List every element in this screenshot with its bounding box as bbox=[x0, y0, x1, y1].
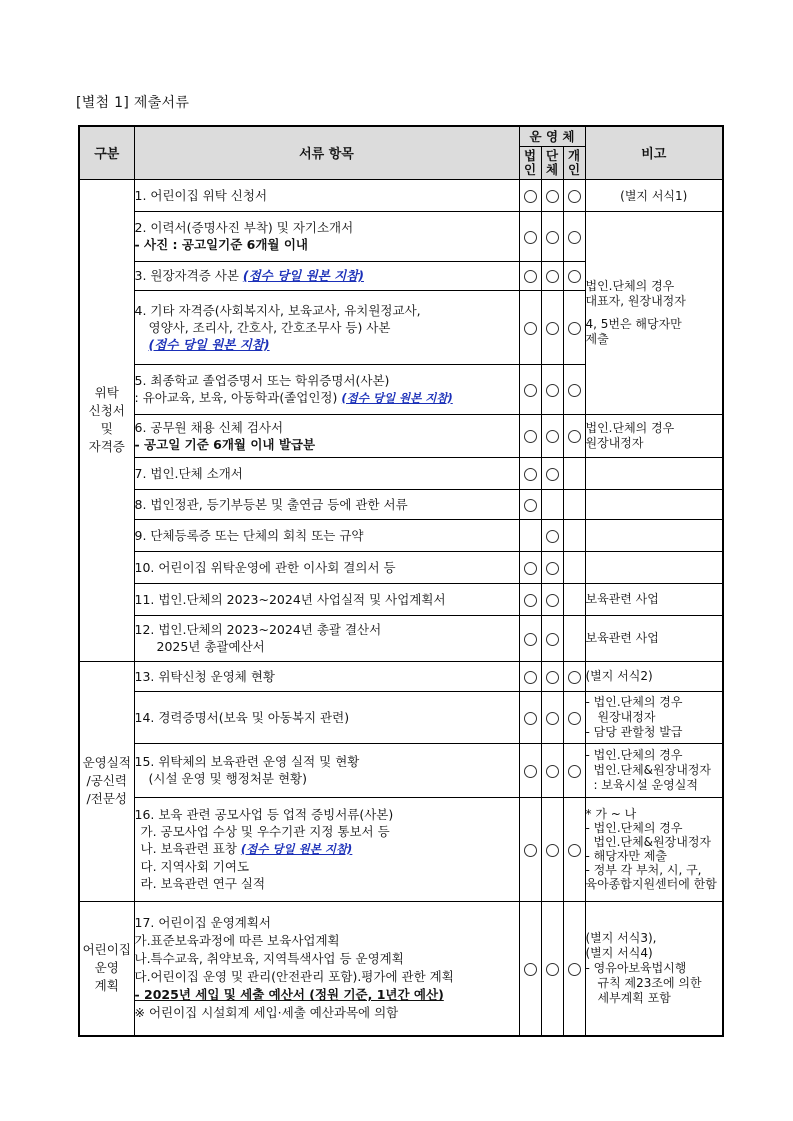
circle-mark bbox=[546, 190, 559, 203]
header-individual: 개 인 bbox=[563, 146, 585, 179]
circle-mark bbox=[524, 712, 537, 725]
note-text: 대표자, 원장내정자 bbox=[585, 293, 686, 308]
item-cell bbox=[134, 364, 519, 414]
note-text: - 담당 관할청 발급 bbox=[585, 724, 683, 739]
note-text: 제출 bbox=[585, 331, 609, 346]
note-cell bbox=[585, 211, 723, 414]
circle-mark bbox=[568, 430, 581, 443]
item-subtext: 영양사, 조리사, 간호사, 간호조무사 등) 사본 bbox=[148, 319, 391, 335]
item-text: 4. 기타 자격증(사회복지사, 보육교사, 유치원정교사, bbox=[134, 302, 421, 318]
table-row bbox=[79, 691, 723, 743]
item-subtext: 다. 지역사회 기여도 bbox=[140, 859, 250, 874]
note-cell bbox=[585, 551, 723, 583]
circle-mark bbox=[546, 231, 559, 244]
item-text: 5. 최종학교 졸업증명서 또는 학위증명서(사본) bbox=[134, 372, 390, 388]
note-text: : 보육시설 운영실적 bbox=[593, 777, 698, 792]
note-cell bbox=[585, 457, 723, 489]
note-text: * 가 ~ 나 bbox=[585, 807, 637, 821]
bring-original-note: (접수 당일 원본 지참) bbox=[242, 268, 364, 283]
table-row bbox=[79, 551, 723, 583]
header-group: 단 체 bbox=[541, 146, 563, 179]
item-text: 14. 경력증명서(보육 및 아동복지 관련) bbox=[134, 709, 350, 725]
table-row bbox=[79, 797, 723, 901]
circle-mark bbox=[546, 594, 559, 607]
table-row bbox=[79, 743, 723, 797]
item-text: 10. 어린이집 위탁운영에 관한 이사회 결의서 등 bbox=[134, 559, 396, 575]
table-row bbox=[79, 901, 723, 1036]
circle-mark bbox=[546, 671, 559, 684]
item-cell bbox=[134, 661, 519, 691]
circle-mark bbox=[546, 963, 559, 976]
header-note: 비고 bbox=[585, 126, 723, 179]
note-cell bbox=[585, 489, 723, 519]
circle-mark bbox=[524, 963, 537, 976]
circle-mark bbox=[568, 963, 581, 976]
note-text: - 법인.단체의 경우 bbox=[585, 747, 683, 762]
circle-mark bbox=[546, 270, 559, 283]
circle-mark bbox=[546, 322, 559, 335]
note-cell: 법인.단체의 경우 원장내정자 bbox=[585, 414, 723, 457]
note-cell bbox=[585, 901, 723, 1036]
item-cell bbox=[134, 179, 519, 211]
circle-mark bbox=[524, 384, 537, 397]
category-cell: 위탁 신청서 및 자격증 bbox=[79, 179, 134, 661]
item-cell bbox=[134, 615, 519, 661]
circle-mark bbox=[546, 384, 559, 397]
item-subtext: - 사진 : 공고일기준 6개월 이내 bbox=[134, 237, 308, 252]
item-text: 6. 공무원 채용 신체 검사서 bbox=[134, 419, 284, 435]
note-cell bbox=[585, 519, 723, 551]
circle-mark bbox=[524, 270, 537, 283]
circle-mark bbox=[524, 633, 537, 646]
item-text: 8. 법인정관, 등기부등본 및 출연금 등에 관한 서류 bbox=[134, 496, 408, 512]
note-text: 규칙 제23조에 의한 bbox=[597, 975, 702, 990]
circle-mark bbox=[546, 562, 559, 575]
item-cell bbox=[134, 743, 519, 797]
note-text: - 법인.단체의 경우 bbox=[585, 694, 683, 709]
item-text: 13. 위탁신청 운영체 현황 bbox=[134, 668, 275, 684]
circle-mark bbox=[524, 765, 537, 778]
item-text: 16. 보육 관련 공모사업 등 업적 증빙서류(사본) bbox=[134, 807, 394, 822]
note-cell bbox=[585, 797, 723, 901]
mark-individual bbox=[563, 179, 585, 211]
note-cell: (별지 서식2) bbox=[585, 661, 723, 691]
table-row bbox=[79, 519, 723, 551]
mark-group bbox=[541, 179, 563, 211]
circle-mark bbox=[524, 430, 537, 443]
circle-mark bbox=[568, 765, 581, 778]
note-text: - 정부 각 부처, 시, 구, bbox=[585, 863, 702, 877]
page-title: [별첨 1] 제출서류 bbox=[76, 95, 190, 111]
note-text: - 법인.단체의 경우 bbox=[585, 821, 683, 835]
item-subtext: 2025년 총괄예산서 bbox=[156, 639, 265, 654]
document-table bbox=[78, 125, 724, 1037]
bring-original-note: (접수 당일 원본 지참) bbox=[341, 390, 453, 405]
item-subtext: : 유아교육, 보육, 아동학과(졸업인정) bbox=[134, 389, 342, 405]
item-subtext: 나.특수교육, 취약보육, 지역특색사업 등 운영계획 bbox=[134, 951, 404, 967]
header-items: 서류 항목 bbox=[134, 126, 519, 179]
circle-mark bbox=[546, 633, 559, 646]
circle-mark bbox=[524, 468, 537, 481]
item-cell bbox=[134, 211, 519, 261]
bring-original-note: (접수 당일 원본 지참) bbox=[148, 336, 270, 352]
table-row bbox=[79, 489, 723, 519]
item-cell bbox=[134, 901, 519, 1036]
note-cell: 보육관련 사업 bbox=[585, 615, 723, 661]
note-cell: (별지 서식1) bbox=[585, 179, 723, 211]
header-operator: 운 영 체 bbox=[519, 126, 585, 146]
item-subtext: ※ 어린이집 시설회계 세입·세출 예산과목에 의함 bbox=[134, 1005, 399, 1021]
item-subtext: 라. 보육관련 연구 실적 bbox=[140, 876, 266, 891]
table-row bbox=[79, 179, 723, 211]
table-row bbox=[79, 414, 723, 457]
category-cell: 운영실적 /공신력 /전문성 bbox=[79, 661, 134, 901]
item-text: 12. 법인.단체의 2023~2024년 총괄 결산서 bbox=[134, 622, 382, 637]
item-text: 1. 어린이집 위탁 신청서 bbox=[134, 187, 268, 203]
table-row bbox=[79, 211, 723, 261]
circle-mark bbox=[524, 190, 537, 203]
table-row bbox=[79, 457, 723, 489]
header-category: 구분 bbox=[79, 126, 134, 179]
item-subtext: 가.표준보육과정에 따른 보육사업계획 bbox=[134, 933, 340, 949]
item-cell bbox=[134, 519, 519, 551]
note-cell bbox=[585, 743, 723, 797]
note-text: 육아종합지원센터에 한함 bbox=[585, 877, 717, 891]
item-subtext: 나. 보육관련 표창 bbox=[140, 841, 241, 856]
note-text: - 영유아보육법시행 bbox=[585, 960, 687, 975]
circle-mark bbox=[524, 231, 537, 244]
circle-mark bbox=[524, 844, 537, 857]
header-corp: 법 인 bbox=[519, 146, 541, 179]
item-subtext: - 공고일 기준 6개월 이내 발급분 bbox=[134, 436, 316, 452]
circle-mark bbox=[568, 270, 581, 283]
note-cell: 보육관련 사업 bbox=[585, 583, 723, 615]
item-text: 11. 법인.단체의 2023~2024년 사업실적 및 사업계획서 bbox=[134, 591, 446, 607]
item-text: 2. 이력서(증명사진 부착) 및 자기소개서 bbox=[134, 220, 354, 235]
note-text: 4, 5번은 해당자만 bbox=[585, 316, 682, 331]
circle-mark bbox=[546, 430, 559, 443]
note-text: 원장내정자 bbox=[597, 709, 656, 724]
table-row bbox=[79, 615, 723, 661]
circle-mark bbox=[524, 562, 537, 575]
item-cell bbox=[134, 457, 519, 489]
item-text: 9. 단체등록증 또는 단체의 회칙 또는 규약 bbox=[134, 527, 364, 543]
circle-mark bbox=[524, 322, 537, 335]
note-text: 법인.단체의 경우 bbox=[585, 278, 675, 293]
note-text: - 해당자만 제출 bbox=[585, 849, 668, 863]
circle-mark bbox=[568, 671, 581, 684]
item-text: 17. 어린이집 운영계획서 bbox=[134, 915, 272, 931]
item-subtext: 다.어린이집 운영 및 관리(안전관리 포함).평가에 관한 계획 bbox=[134, 969, 454, 985]
bring-original-note: (접수 당일 원본 지참) bbox=[240, 842, 353, 856]
note-text: (별지 서식4) bbox=[585, 945, 653, 960]
circle-mark bbox=[568, 322, 581, 335]
category-cell: 어린이집 운영 계획 bbox=[79, 901, 134, 1036]
circle-mark bbox=[546, 765, 559, 778]
item-cell bbox=[134, 489, 519, 519]
table-row bbox=[79, 583, 723, 615]
circle-mark bbox=[568, 384, 581, 397]
note-text: 세부계획 포함 bbox=[597, 990, 671, 1005]
mark-corp bbox=[519, 179, 541, 211]
item-cell bbox=[134, 797, 519, 901]
item-cell bbox=[134, 290, 519, 364]
circle-mark bbox=[568, 231, 581, 244]
item-cell bbox=[134, 414, 519, 457]
item-cell bbox=[134, 691, 519, 743]
note-cell bbox=[585, 691, 723, 743]
note-text: 법인.단체&원장내정자 bbox=[593, 835, 712, 849]
circle-mark bbox=[546, 530, 559, 543]
note-text: 법인.단체&원장내정자 bbox=[593, 762, 712, 777]
circle-mark bbox=[524, 671, 537, 684]
circle-mark bbox=[568, 190, 581, 203]
circle-mark bbox=[524, 499, 537, 512]
item-subtext: (시설 운영 및 행정처분 현황) bbox=[148, 771, 307, 786]
table-row bbox=[79, 661, 723, 691]
item-cell bbox=[134, 551, 519, 583]
item-text: 7. 법인.단체 소개서 bbox=[134, 465, 243, 481]
note-text: (별지 서식3), bbox=[585, 930, 657, 945]
circle-mark bbox=[546, 844, 559, 857]
item-subtext: 가. 공모사업 수상 및 우수기관 지정 통보서 등 bbox=[140, 824, 390, 839]
item-subtext: - 2025년 세입 및 세출 예산서 (정원 기준, 1년간 예산) bbox=[134, 987, 444, 1003]
item-text: 15. 위탁체의 보육관련 운영 실적 및 현황 bbox=[134, 754, 360, 769]
item-text: 3. 원장자격증 사본 bbox=[134, 268, 243, 283]
circle-mark bbox=[568, 712, 581, 725]
item-cell bbox=[134, 583, 519, 615]
circle-mark bbox=[546, 712, 559, 725]
circle-mark bbox=[568, 844, 581, 857]
item-cell bbox=[134, 261, 519, 290]
circle-mark bbox=[546, 468, 559, 481]
circle-mark bbox=[524, 594, 537, 607]
